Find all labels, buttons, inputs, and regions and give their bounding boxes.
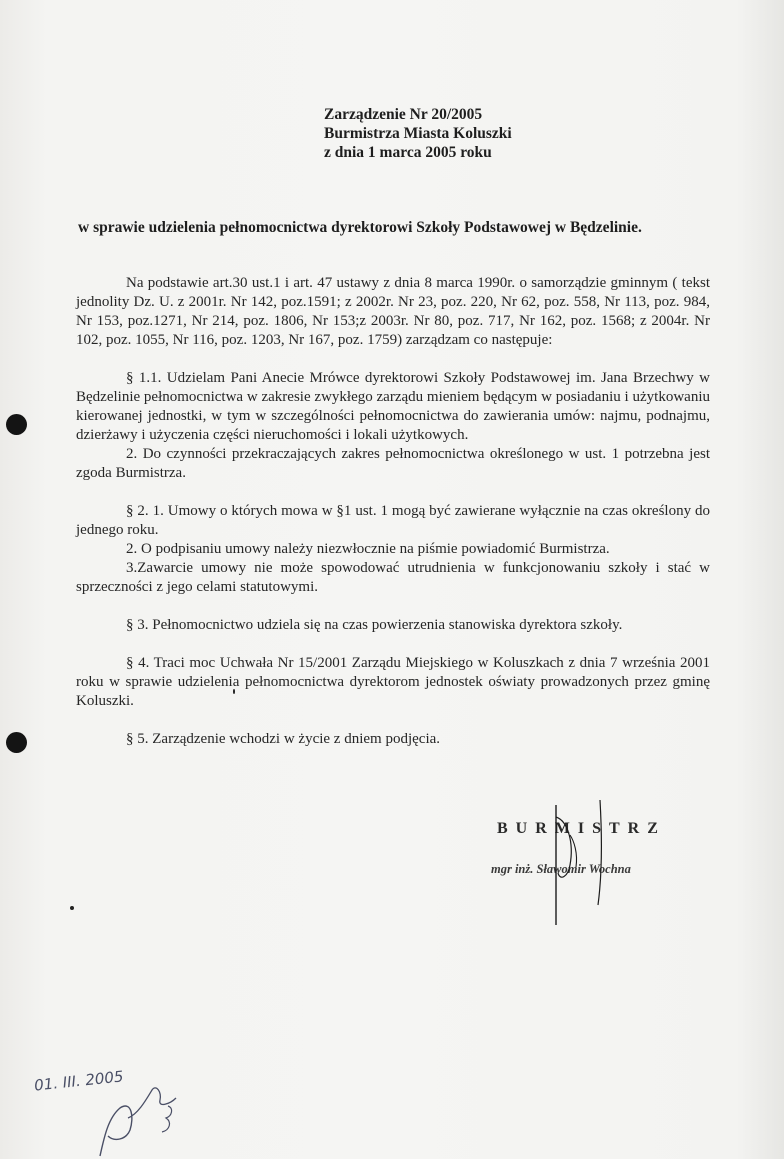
section-1-1: § 1.1. Udzielam Pani Anecie Mrówce dyrektorowi Szkoły Podstawowej im. Jana Brzechwy w Będzelinie pełnomocnictwa w zakresie zwykłego zarządu mieniem będącym w posiadaniu i użytkowaniu kierowanej jednostki, w tym w szczególności pełnomocnictwa do zawierania umów: najmu, podnajmu, dzierżawy i użyczenia części nieruchomości i lokali użytkowych. <box>76 370 710 443</box>
section-4: § 4. Traci moc Uchwała Nr 15/2001 Zarządu Miejskiego w Koluszkach z dnia 7 września 2001 roku w sprawie udzielenia pełnomocnictwa dyrektorom jednostek oświaty prowadzonych przez gminę Koluszki. <box>76 655 710 709</box>
document-subject: w sprawie udzielenia pełnomocnictwa dyrektorowi Szkoły Podstawowej w Będzelinie. <box>78 219 642 236</box>
header-issuer: Burmistrza Miasta Koluszki <box>324 125 512 142</box>
punch-hole-bottom <box>6 732 27 753</box>
signature-name: mgr inż. Sławomir Wochna <box>491 862 631 876</box>
section-2-2: 2. O podpisaniu umowy należy niezwłocznie na piśmie powiadomić Burmistrza. <box>126 541 610 557</box>
handwritten-signature-icon <box>540 795 630 930</box>
section-1-2: 2. Do czynności przekraczających zakres pełnomocnictwa określonego w ust. 1 potrzebna jest zgoda Burmistrza. <box>76 446 710 481</box>
handwritten-date: 01. III. 2005 <box>33 1067 125 1095</box>
section-2-1: § 2. 1. Umowy o których mowa w §1 ust. 1 mogą być zawierane wyłącznie na czas określony do jednego roku. <box>76 503 710 538</box>
scan-speck <box>70 906 74 910</box>
header-title: Zarządzenie Nr 20/2005 <box>324 106 483 123</box>
section-2-3: 3.Zawarcie umowy nie może spowodować utrudnienia w funkcjonowaniu szkoły i stać w sprzeczności z jego celami statutowymi. <box>76 560 710 595</box>
preamble-paragraph: Na podstawie art.30 ust.1 i art. 47 ustawy z dnia 8 marca 1990r. o samorządzie gminnym ( tekst jednolity Dz. U. z 2001r. Nr 142, poz.1591; z 2002r. Nr 23, poz. 220, Nr 62, poz. 558, Nr 113, poz. 984, Nr 153, poz.1271, Nr 214, poz. 1806, Nr 153;z 2003r. Nr 80, poz. 717, Nr 162, poz. 1568; z 2004r. Nr 102, poz. 1055, Nr 116, poz. 1203, Nr 167, poz. 1759) zarządzam co następuje: <box>76 275 710 348</box>
section-5: § 5. Zarządzenie wchodzi w życie z dniem podjęcia. <box>126 731 441 747</box>
handwritten-initials-icon <box>90 1078 200 1158</box>
document-header <box>324 105 512 162</box>
document-body <box>76 274 710 749</box>
punch-hole-top <box>6 414 27 435</box>
header-date: z dnia 1 marca 2005 roku <box>324 144 492 161</box>
section-3: § 3. Pełnomocnictwo udziela się na czas powierzenia stanowiska dyrektora szkoły. <box>126 617 623 633</box>
signature-title: BURMISTRZ <box>497 820 666 837</box>
